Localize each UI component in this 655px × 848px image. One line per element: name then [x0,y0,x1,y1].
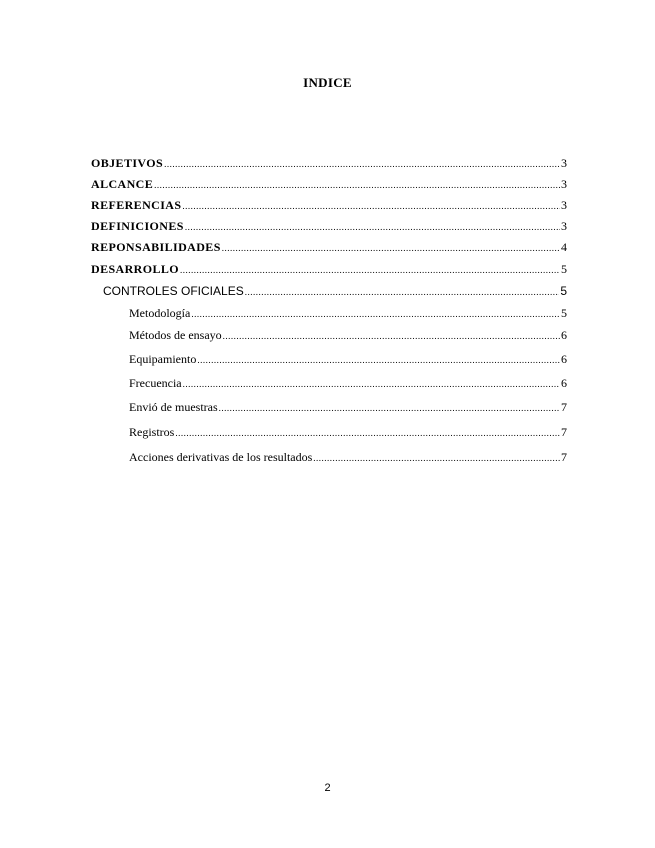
toc-leader-dots [154,178,560,192]
toc-entry-page: 4 [561,240,567,254]
toc-leader-dots [313,451,560,465]
toc-entry-frecuencia[interactable] [129,376,567,391]
toc-entry-page: 5 [561,262,567,276]
toc-entry-equipamiento[interactable] [129,352,567,367]
toc-entry-page: 3 [561,177,567,191]
toc-entry-page: 6 [561,352,567,366]
toc-entry-definiciones[interactable] [91,219,567,234]
toc-entry-page: 3 [561,156,567,170]
toc-entry-desarrollo[interactable] [91,262,567,277]
toc-entry-controles-oficiales[interactable] [103,284,567,299]
toc-entry-page: 5 [561,306,567,320]
toc-entry-label: Métodos de ensayo [129,328,222,342]
toc-leader-dots [223,329,560,343]
toc-entry-metodos-de-ensayo[interactable] [129,328,567,343]
toc-entry-referencias[interactable] [91,198,567,213]
toc-entry-label: Acciones derivativas de los resultados [129,450,313,464]
toc-entry-page: 7 [561,400,567,414]
toc-entry-label: REFERENCIAS [91,198,182,212]
toc-entry-label: DESARROLLO [91,262,180,276]
toc-entry-metodologia[interactable] [129,306,567,321]
toc-leader-dots [245,285,560,299]
toc-entry-reponsabilidades[interactable] [91,240,567,255]
document-title: INDICE [303,75,352,90]
toc-leader-dots [219,401,560,415]
toc-entry-page: 3 [561,219,567,233]
toc-leader-dots [175,426,560,440]
page-number: 2 [324,782,331,794]
toc-entry-registros[interactable] [129,425,567,440]
toc-entry-label: DEFINICIONES [91,219,184,233]
toc-entry-label: OBJETIVOS [91,156,164,170]
toc-entry-label: ALCANCE [91,177,154,191]
toc-leader-dots [222,241,560,255]
toc-leader-dots [164,157,560,171]
toc-entry-alcance[interactable] [91,177,567,192]
toc-entry-label: Metodología [129,306,191,320]
toc-leader-dots [191,307,560,321]
toc-entry-page: 6 [561,328,567,342]
toc-leader-dots [180,263,560,277]
toc-entry-label: Equipamiento [129,352,197,366]
toc-entry-label: Frecuencia [129,376,182,390]
toc-entry-objetivos[interactable] [91,156,567,171]
toc-entry-page: 6 [561,376,567,390]
toc-entry-acciones-derivativas[interactable] [129,450,567,465]
toc-leader-dots [197,353,560,367]
toc-entry-label: Registros [129,425,175,439]
toc-entry-page: 5 [560,284,567,298]
toc-leader-dots [182,199,560,213]
toc-entry-page: 7 [561,450,567,464]
toc-entry-envio-de-muestras[interactable] [129,400,567,415]
toc-entry-page: 3 [561,198,567,212]
toc-entry-label: CONTROLES OFICIALES [103,284,244,298]
toc-entry-label: Envió de muestras [129,400,218,414]
toc-leader-dots [183,377,560,391]
toc-entry-label: REPONSABILIDADES [91,240,221,254]
toc-entry-page: 7 [561,425,567,439]
toc-leader-dots [185,220,560,234]
